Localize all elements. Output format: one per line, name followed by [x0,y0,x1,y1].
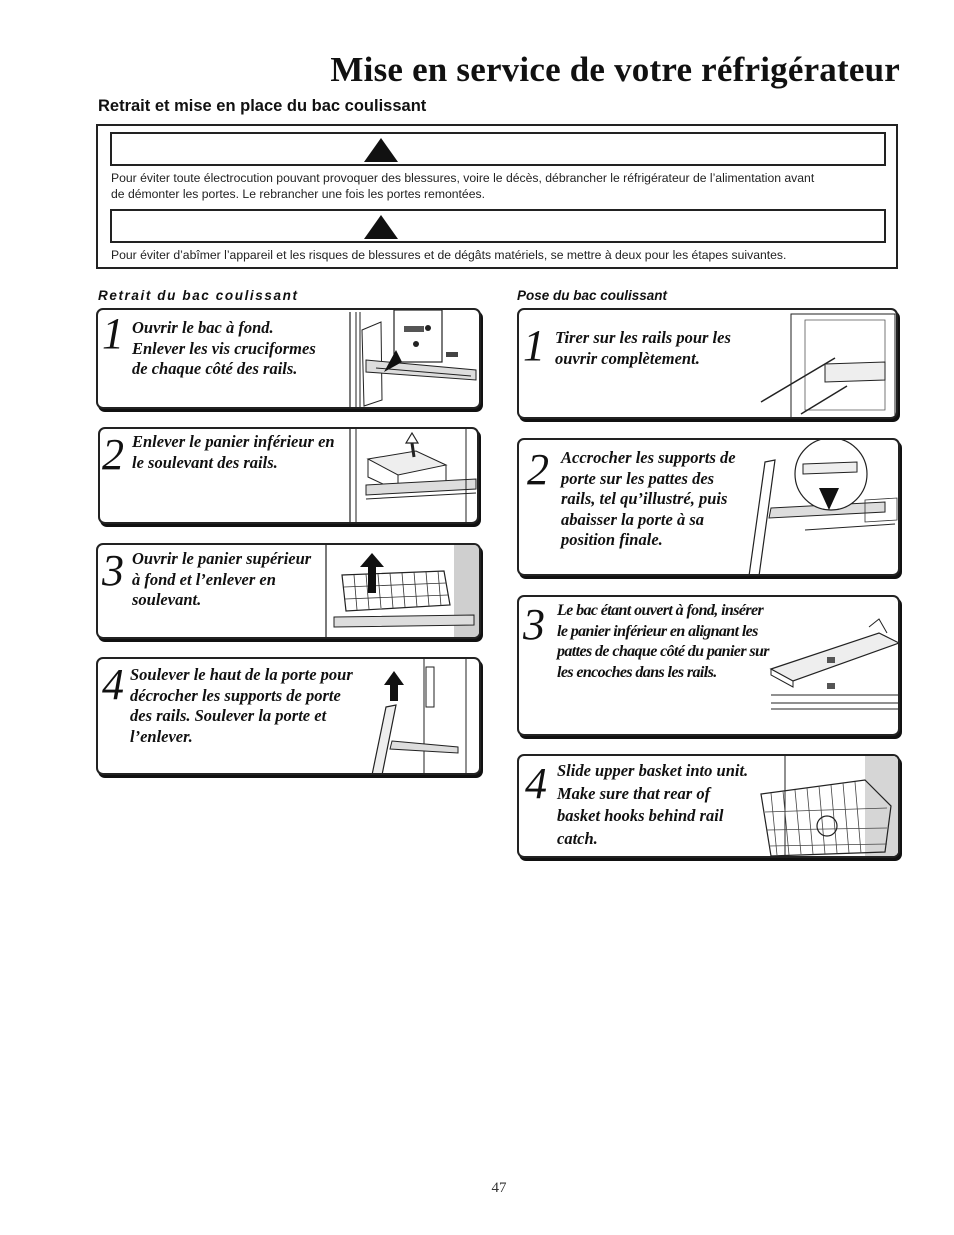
rails-extended-illustration [755,310,898,419]
removal-step-3 [96,543,481,639]
install-step-3 [517,595,900,736]
removal-step-4 [96,657,481,775]
install-step-2 [517,438,900,576]
warning-bar-electrical [110,132,886,166]
warning-triangle-icon [364,138,398,162]
step-text: Ouvrir le panier supérieur à fond et l’enlever en soulevant. [132,549,312,609]
rail-screws-illustration [346,310,481,408]
step-number: 3 [523,600,545,649]
step-number: 4 [102,660,124,709]
warning-triangle-icon [364,215,398,239]
step-number: 1 [523,321,545,370]
lower-basket-illustration [346,429,479,524]
page-title: Mise en service de votre réfrigérateur [330,50,900,89]
step-text: Slide upper basket into unit. Make sure that rear of basket hooks behind rail catch. [557,761,749,848]
step-number: 1 [102,309,124,358]
install-step-1 [517,308,898,419]
install-heading: Pose du bac coulissant [517,288,668,303]
upper-basket-insert-illustration [755,756,900,858]
install-step-4 [517,754,900,858]
warning-bar-injury [110,209,886,243]
step-number: 4 [525,759,547,808]
upper-basket-illustration [324,545,481,639]
section-subtitle: Retrait et mise en place du bac coulissant [98,97,427,115]
step-text: Accrocher les supports de porte sur les pattes des rails, tel qu’illustré, puis abaisser la porte à sa position finale. [561,448,736,549]
step-number: 3 [102,546,124,595]
removal-step-1 [96,308,481,409]
step-text: Soulever le haut de la porte pour décrocher les supports de porte des rails. Soulever la porte et l’enlever. [130,665,353,746]
lower-basket-insert-illustration [769,597,900,736]
warning-text-electrical: Pour éviter toute électrocution pouvant provoquer des blessures, voire le décès, débrancher le réfrigérateur de l’alimentation avant de démonter les portes. Le rebrancher une fois les portes remontées. [111,171,815,201]
removal-heading: Retrait du bac coulissant [98,288,299,303]
step-text: Enlever le panier inférieur en le soulevant des rails. [132,432,335,472]
step-text: Tirer sur les rails pour les ouvrir complètement. [555,328,731,368]
page-number: 47 [491,1180,507,1196]
step-number: 2 [102,430,124,479]
step-text: Ouvrir le bac à fond. Enlever les vis cruciformes de chaque côté des rails. [132,318,316,378]
step-number: 2 [527,445,549,494]
step-text: Le bac étant ouvert à fond, insérer le panier inférieur en alignant les pattes de chaque côté du panier sur les encoches dans les rails. [557,602,769,681]
door-bracket-illustration [745,440,900,576]
warning-box [96,124,898,269]
door-removal-illustration [366,659,481,775]
warning-text-injury: Pour éviter d’abîmer l’appareil et les risques de blessures et de dégâts matériels, se mettre à deux pour les étapes suivantes. [111,248,787,262]
removal-step-2 [98,427,479,524]
